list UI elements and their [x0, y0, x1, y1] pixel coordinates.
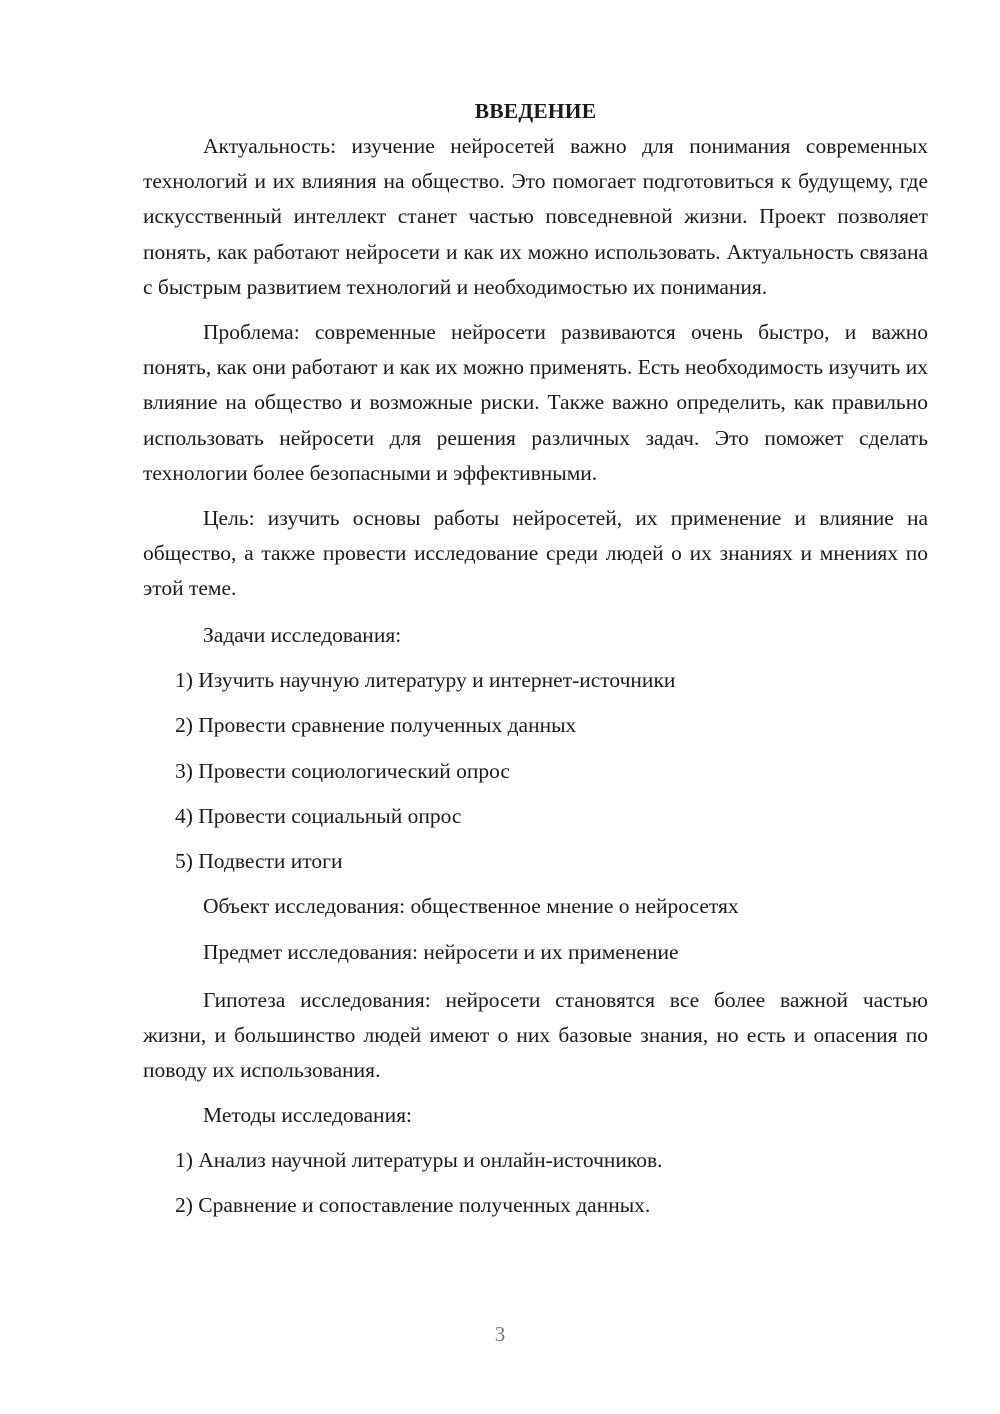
task-item: 4) Провести социальный опрос: [175, 803, 462, 828]
methods-heading: Методы исследования:: [203, 1102, 412, 1127]
paragraph-hypothesis: Гипотеза исследования: нейросети становятся все более важной частью жизни, и большинство людей имеют о них базовые знания, но есть и опасения по поводу их использования.: [143, 988, 928, 1083]
page-number: 3: [494, 1322, 506, 1346]
section-title: ВВЕДЕНИЕ: [474, 99, 597, 123]
page-content: [143, 94, 928, 1229]
paragraph-problem: Проблема: современные нейросети развиваются очень быстро, и важно понять, как они работают и как их можно применять. Есть необходимость изучить их влияние на общество и возможные риски. Также важно определить, как правильно использовать нейросети для решения различных задач. Это поможет сделать технологии более безопасными и эффективными.: [143, 320, 928, 485]
tasks-heading: Задачи исследования:: [203, 622, 402, 647]
paragraph-relevance: Актуальность: изучение нейросетей важно для понимания современных технологий и их влияния на общество. Это помогает подготовиться к будущему, где искусственный интеллект станет частью повседневной жизни. Проект позволяет понять, как работают нейросети и как их можно использовать. Актуальность связана с быстрым развитием технологий и необходимостью их понимания.: [143, 134, 928, 299]
research-object: Объект исследования: общественное мнение о нейросетях: [203, 894, 739, 919]
paragraph-goal: Цель: изучить основы работы нейросетей, их применение и влияние на общество, а также провести исследование среди людей о их знаниях и мнениях по этой теме.: [143, 506, 928, 601]
task-item: 2) Провести сравнение полученных данных: [175, 713, 577, 738]
method-item: 1) Анализ научной литературы и онлайн-источников.: [175, 1147, 663, 1172]
research-subject: Предмет исследования: нейросети и их применение: [203, 939, 679, 964]
task-item: 5) Подвести итоги: [175, 849, 343, 874]
method-item: 2) Сравнение и сопоставление полученных данных.: [175, 1193, 651, 1218]
task-item: 1) Изучить научную литературу и интернет-источники: [175, 667, 676, 692]
task-item: 3) Провести социологический опрос: [175, 758, 510, 783]
